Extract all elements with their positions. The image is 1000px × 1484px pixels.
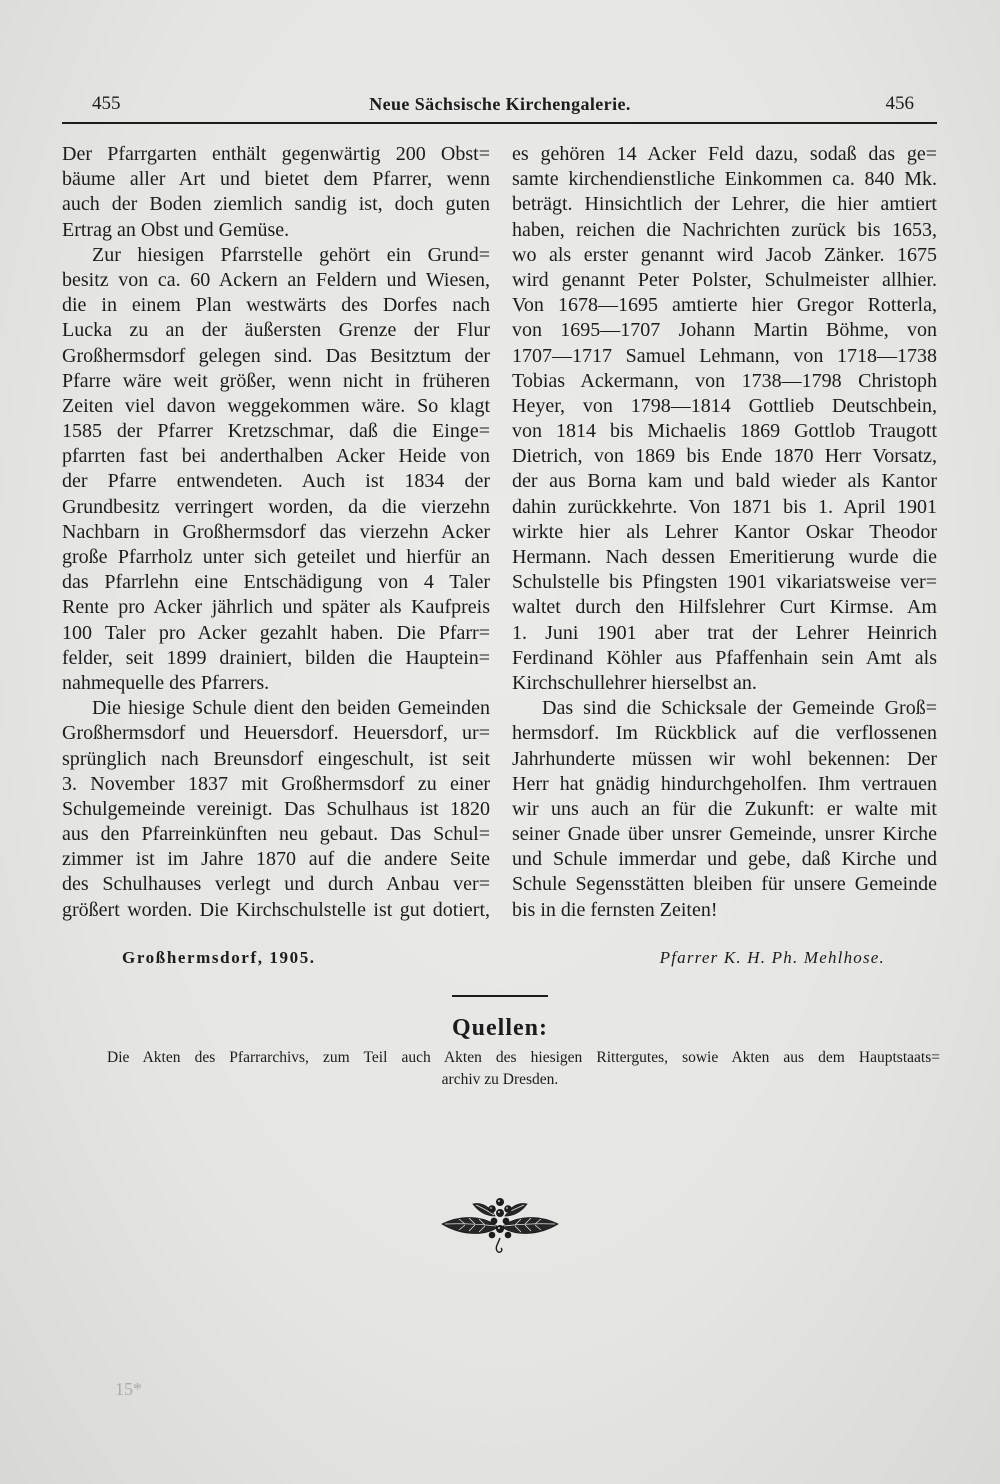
right-paragraph-2 bbox=[512, 696, 937, 923]
left-column-line: die in einem Plan westwärts des Dorfes nach bbox=[62, 294, 490, 317]
sources-line: Die Akten des Pfarrarchivs, zum Teil auch Akten des hiesigen Rittergutes, sowie Akten aus dem Hauptstaats= bbox=[107, 1049, 940, 1066]
right-column-line: Schule Segensstätten bleiben für unsere Gemeinde bbox=[512, 873, 937, 896]
right-column-line: Heyer, von 1798—1814 Gottlieb Deutschbein, bbox=[512, 394, 937, 417]
right-paragraph-1 bbox=[512, 142, 937, 696]
right-column-line: waltet durch den Hilfslehrer Curt Kirmse. Am bbox=[512, 596, 937, 619]
left-column bbox=[62, 142, 490, 923]
left-paragraph-2 bbox=[62, 243, 490, 696]
left-column-line: Lucka zu an der äußersten Grenze der Flur bbox=[62, 319, 490, 342]
floral-vignette-icon bbox=[440, 1194, 560, 1254]
left-column-line: 3. November 1837 mit Großhermsdorf zu einer bbox=[62, 772, 490, 795]
left-column-line: Zur hiesigen Pfarrstelle gehört ein Grund= bbox=[92, 243, 490, 266]
right-column-line: wirkte hier als Lehrer Kantor Oskar Theodor bbox=[512, 520, 937, 543]
left-column-line: Ertrag an Obst und Gemüse. bbox=[62, 218, 290, 241]
left-column-line: felder, seit 1899 drainiert, bilden die Hauptein= bbox=[62, 646, 490, 669]
right-column-line: wo als erster genannt wird Jacob Zänker. 1675 bbox=[512, 243, 937, 266]
left-column-line: Die hiesige Schule dient den beiden Gemeinden bbox=[92, 697, 490, 720]
left-column-line: Zeiten viel davon weggekommen wäre. So klagt bbox=[62, 394, 490, 417]
right-column bbox=[512, 142, 937, 923]
left-column-line: große Pfarrholz unter sich geteilet und hierfür an bbox=[62, 546, 490, 568]
left-column-line: 100 Taler pro Acker gezahlt haben. Die Pfarr= bbox=[62, 621, 490, 644]
left-paragraph-3 bbox=[62, 696, 490, 923]
left-column-line: zimmer ist im Jahre 1870 auf die andere Seite bbox=[62, 848, 490, 871]
right-column-line: Dietrich, von 1869 bis Ende 1870 Herr Vorsatz, bbox=[512, 445, 937, 468]
left-column-line: bäume aller Art und bietet dem Pfarrer, wenn bbox=[62, 168, 490, 191]
right-column-line: 1707—1717 Samuel Lehmann, von 1718—1738 bbox=[512, 344, 937, 367]
left-column-line: auch der Boden ziemlich sandig ist, doch guten bbox=[62, 193, 490, 216]
sources-heading: Quellen: bbox=[452, 1015, 548, 1041]
header-rule bbox=[62, 122, 937, 124]
right-column-line: samte kirchendienstliche Einkommen ca. 840 Mk. bbox=[512, 168, 937, 191]
right-column-line: Von 1678—1695 amtierte hier Gregor Rotterla, bbox=[512, 294, 937, 317]
right-column-line: haben, reichen die Nachrichten zurück bis 1653, bbox=[512, 218, 937, 241]
left-column-line: Rente pro Acker jährlich und später als Kaufpreis bbox=[62, 596, 490, 619]
left-column-line: Der Pfarrgarten enthält gegenwärtig 200 Obst= bbox=[62, 143, 490, 165]
left-column-line: aus den Pfarreinkünften neu gebaut. Das Schul= bbox=[62, 823, 490, 846]
left-column-line: besitz von ca. 60 Ackern an Feldern und Wiesen, bbox=[62, 268, 490, 291]
right-column-line: Ferdinand Köhler aus Pfaffenhain sein Amt als bbox=[512, 646, 937, 669]
left-column-line: des Schulhauses verlegt und durch Anbau ver= bbox=[62, 873, 490, 896]
left-column-line: der Pfarre entwendeten. Auch ist 1834 der bbox=[62, 470, 490, 493]
sources-line: archiv zu Dresden. bbox=[441, 1071, 559, 1088]
right-column-line: Tobias Ackermann, von 1738—1798 Christoph bbox=[512, 369, 937, 392]
right-column-line: Herr hat gnädig hindurchgeholfen. Ihm vertrauen bbox=[512, 772, 937, 795]
right-column-line: hermsdorf. Im Rückblick auf die verflossenen bbox=[512, 722, 937, 745]
right-column-line: wir uns auch an für die Zukunft: er walte mit bbox=[512, 797, 937, 820]
right-column-line: der aus Borna kam und bald wieder als Kantor bbox=[512, 470, 937, 493]
right-column-line: Hermann. Nach dessen Emeritierung wurde die bbox=[512, 546, 937, 568]
right-column-line: 1. Juni 1901 aber trat der Lehrer Heinrich bbox=[512, 621, 937, 644]
place-date: Großhermsdorf, 1905. bbox=[122, 948, 316, 967]
right-column-line: dahin zurückkehrte. Von 1871 bis 1. April 1901 bbox=[512, 495, 937, 518]
left-column-line: nahmequelle des Pfarrers. bbox=[62, 671, 270, 694]
left-column-line: 1585 der Pfarrer Kretzschmar, daß die Einge= bbox=[62, 420, 490, 443]
page-number-right: 456 bbox=[885, 93, 914, 114]
left-column-line: Pfarre wäre weit größer, wenn nicht in früheren bbox=[62, 369, 490, 392]
left-column-line: sprünglich nach Breunsdorf eingeschult, ist seit bbox=[62, 747, 490, 770]
right-column-line: es gehören 14 Acker Feld dazu, sodaß das ge= bbox=[512, 143, 937, 165]
right-column-line: Schulstelle bis Pfingsten 1901 vikariatsweise ver= bbox=[512, 571, 937, 594]
right-column-line: und Schule immerdar und gebe, daß Kirche und bbox=[512, 848, 937, 871]
right-column-line: Jahrhunderte müssen wir wohl bekennen: Der bbox=[512, 747, 937, 770]
left-column-line: Nachbarn in Großhermsdorf das vierzehn Acker bbox=[62, 520, 490, 543]
right-column-line: Kirchschullehrer hierselbst an. bbox=[512, 671, 757, 694]
left-column-line: pfarrten fast bei anderthalben Acker Heide von bbox=[62, 445, 490, 468]
left-column-line: Großhermsdorf gelegen sind. Das Besitztum der bbox=[62, 344, 490, 367]
section-divider bbox=[452, 995, 548, 997]
author-signature: Pfarrer K. H. Ph. Mehlhose. bbox=[659, 948, 885, 967]
left-column-line: größert worden. Die Kirchschulstelle ist gut dotiert, bbox=[62, 898, 490, 921]
page-number-left: 455 bbox=[92, 93, 121, 114]
right-column-line: von 1814 bis Michaelis 1869 Gottlob Traugott bbox=[512, 420, 937, 443]
right-column-line: wird genannt Peter Polster, Schulmeister allhier. bbox=[512, 268, 937, 291]
right-column-line: bis in die fernsten Zeiten! bbox=[512, 898, 718, 921]
right-column-line: seiner Gnade über unsrer Gemeinde, unsrer Kirche bbox=[512, 823, 937, 846]
left-column-line: das Pfarrlehn eine Entschädigung von 4 Taler bbox=[62, 571, 490, 594]
running-title: Neue Sächsische Kirchengalerie. bbox=[369, 94, 631, 114]
right-column-line: Das sind die Schicksale der Gemeinde Groß= bbox=[542, 697, 937, 720]
right-column-line: von 1695—1707 Johann Martin Böhme, von bbox=[512, 319, 937, 342]
left-column-line: Grundbesitz verringert worden, da die vierzehn bbox=[62, 495, 490, 518]
left-column-line: Großhermsdorf und Heuersdorf. Heuersdorf, ur= bbox=[62, 722, 490, 745]
signature-mark: 15* bbox=[115, 1379, 142, 1399]
left-column-line: Schulgemeinde vereinigt. Das Schulhaus ist 1820 bbox=[62, 797, 490, 820]
left-paragraph-1 bbox=[62, 142, 490, 243]
right-column-line: beträgt. Hinsichtlich der Lehrer, die hier amtiert bbox=[512, 193, 937, 216]
